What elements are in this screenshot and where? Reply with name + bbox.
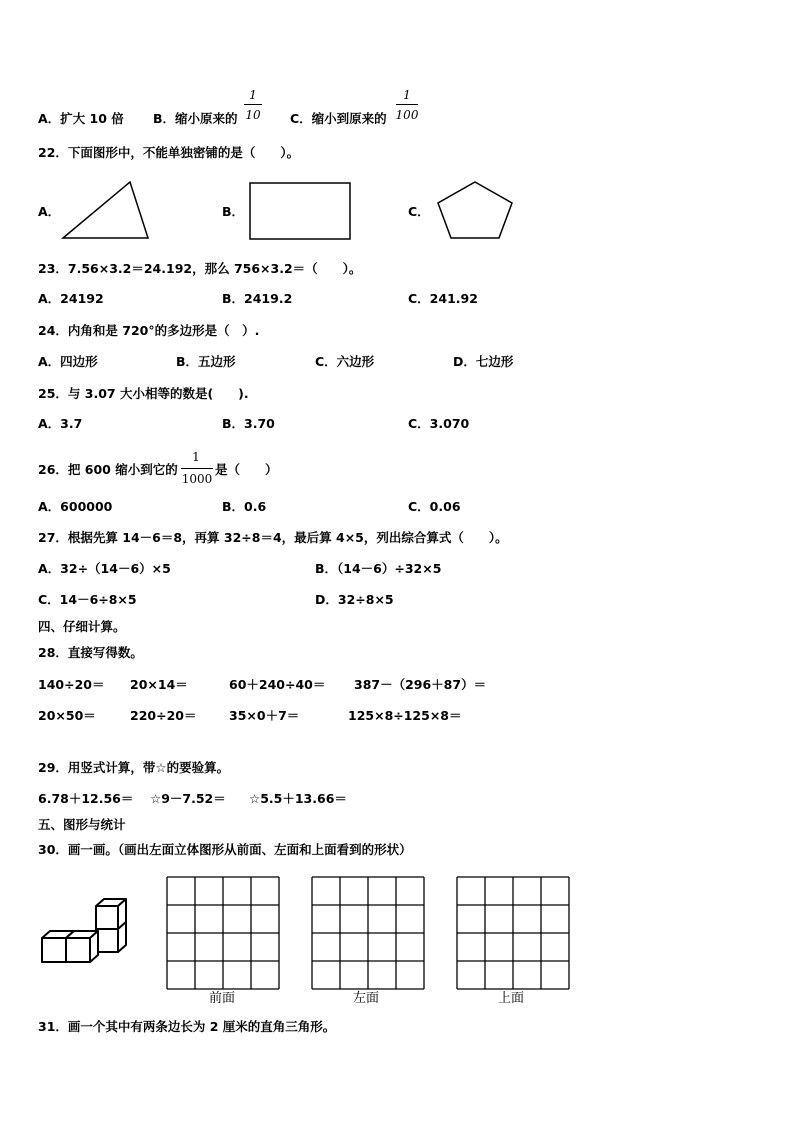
q26-question-end: 是（ ） bbox=[215, 462, 278, 477]
q21-option-c: C．缩小到原来的 bbox=[290, 111, 387, 126]
q28-item: 35×0＋7＝ bbox=[229, 708, 300, 723]
left-view-grid[interactable] bbox=[311, 876, 425, 990]
q21-option-c-fraction-line bbox=[396, 104, 418, 105]
left-view-label: 左面 bbox=[353, 991, 380, 1006]
q29-item: 6.78＋12.56＝ bbox=[38, 791, 134, 806]
q28-item: 140÷20＝ bbox=[38, 677, 105, 692]
q24-option-b: B．五边形 bbox=[176, 354, 236, 369]
q26-fraction-denominator: 1000 bbox=[181, 472, 213, 486]
q27-option-d: D．32÷8×5 bbox=[315, 592, 394, 607]
q26-option-c: C．0.06 bbox=[408, 499, 461, 514]
q22-option-b: B． bbox=[222, 204, 245, 219]
q22-option-a: A． bbox=[38, 204, 61, 219]
q21-option-c-numerator: 1 bbox=[403, 88, 411, 102]
q28-item: 125×8÷125×8＝ bbox=[348, 708, 462, 723]
q29-item: ☆9－7.52＝ bbox=[150, 791, 226, 806]
q27-option-c: C．14－6÷8×5 bbox=[38, 592, 137, 607]
triangle-shape bbox=[60, 180, 155, 242]
q30-question: 30．画一画。（画出左面立体图形从前面、左面和上面看到的形状） bbox=[38, 842, 412, 857]
section-5-heading: 五、图形与统计 bbox=[38, 817, 126, 832]
q26-fraction-line bbox=[181, 468, 213, 469]
q23-option-b: B．2419.2 bbox=[222, 291, 293, 306]
q25-option-a: A．3.7 bbox=[38, 416, 83, 431]
pentagon-shape bbox=[436, 180, 516, 242]
q24-option-c: C．六边形 bbox=[315, 354, 375, 369]
front-view-grid[interactable] bbox=[166, 876, 280, 990]
q28-item: 20×14＝ bbox=[130, 677, 188, 692]
q28-item: 60＋240÷40＝ bbox=[229, 677, 326, 692]
top-view-grid[interactable] bbox=[456, 876, 570, 990]
q27-option-a: A．32÷（14－6）×5 bbox=[38, 561, 171, 576]
q29-question: 29．用竖式计算，带☆的要验算。 bbox=[38, 760, 230, 775]
cube-stack-figure bbox=[40, 898, 135, 966]
q21-option-c-denominator: 100 bbox=[395, 108, 419, 122]
q25-option-c: C．3.070 bbox=[408, 416, 470, 431]
q27-option-b: B．（14－6）÷32×5 bbox=[315, 561, 442, 576]
top-view-label: 上面 bbox=[498, 991, 525, 1006]
q24-option-a: A．四边形 bbox=[38, 354, 98, 369]
q21-option-b-denominator: 10 bbox=[245, 108, 261, 122]
front-view-label: 前面 bbox=[209, 991, 236, 1006]
q28-item: 20×50＝ bbox=[38, 708, 96, 723]
q25-question: 25．与 3.07 大小相等的数是( ). bbox=[38, 386, 249, 401]
q21-option-b-numerator: 1 bbox=[249, 88, 257, 102]
q23-question: 23．7.56×3.2＝24.192，那么 756×3.2＝（ ）。 bbox=[38, 261, 362, 276]
q22-question: 22．下面图形中，不能单独密铺的是（ ）。 bbox=[38, 145, 300, 160]
q26-question-start: 26．把 600 缩小到它的 bbox=[38, 462, 178, 477]
q25-option-b: B．3.70 bbox=[222, 416, 275, 431]
q21-option-b: B．缩小原来的 bbox=[153, 111, 238, 126]
q28-item: 387－（296＋87）＝ bbox=[354, 677, 487, 692]
q21-option-a: A．扩大 10 倍 bbox=[38, 111, 124, 126]
q24-option-d: D．七边形 bbox=[453, 354, 514, 369]
q26-fraction-numerator: 1 bbox=[192, 450, 200, 464]
q22-option-c: C． bbox=[408, 204, 430, 219]
q23-option-a: A．24192 bbox=[38, 291, 104, 306]
rectangle-shape bbox=[248, 181, 353, 241]
q27-question: 27．根据先算 14－6＝8，再算 32÷8＝4，最后算 4×5，列出综合算式（ ）。 bbox=[38, 530, 508, 545]
q28-item: 220÷20＝ bbox=[130, 708, 197, 723]
q26-option-b: B．0.6 bbox=[222, 499, 267, 514]
q28-question: 28．直接写得数。 bbox=[38, 645, 143, 660]
q26-option-a: A．600000 bbox=[38, 499, 113, 514]
q31-question: 31．画一个其中有两条边长为 2 厘米的直角三角形。 bbox=[38, 1019, 336, 1034]
q29-item: ☆5.5＋13.66＝ bbox=[249, 791, 347, 806]
q23-option-c: C．241.92 bbox=[408, 291, 478, 306]
section-4-heading: 四、仔细计算。 bbox=[38, 619, 126, 634]
q21-option-b-fraction-line bbox=[244, 104, 262, 105]
q24-question: 24．内角和是 720°的多边形是（ ）. bbox=[38, 323, 260, 338]
